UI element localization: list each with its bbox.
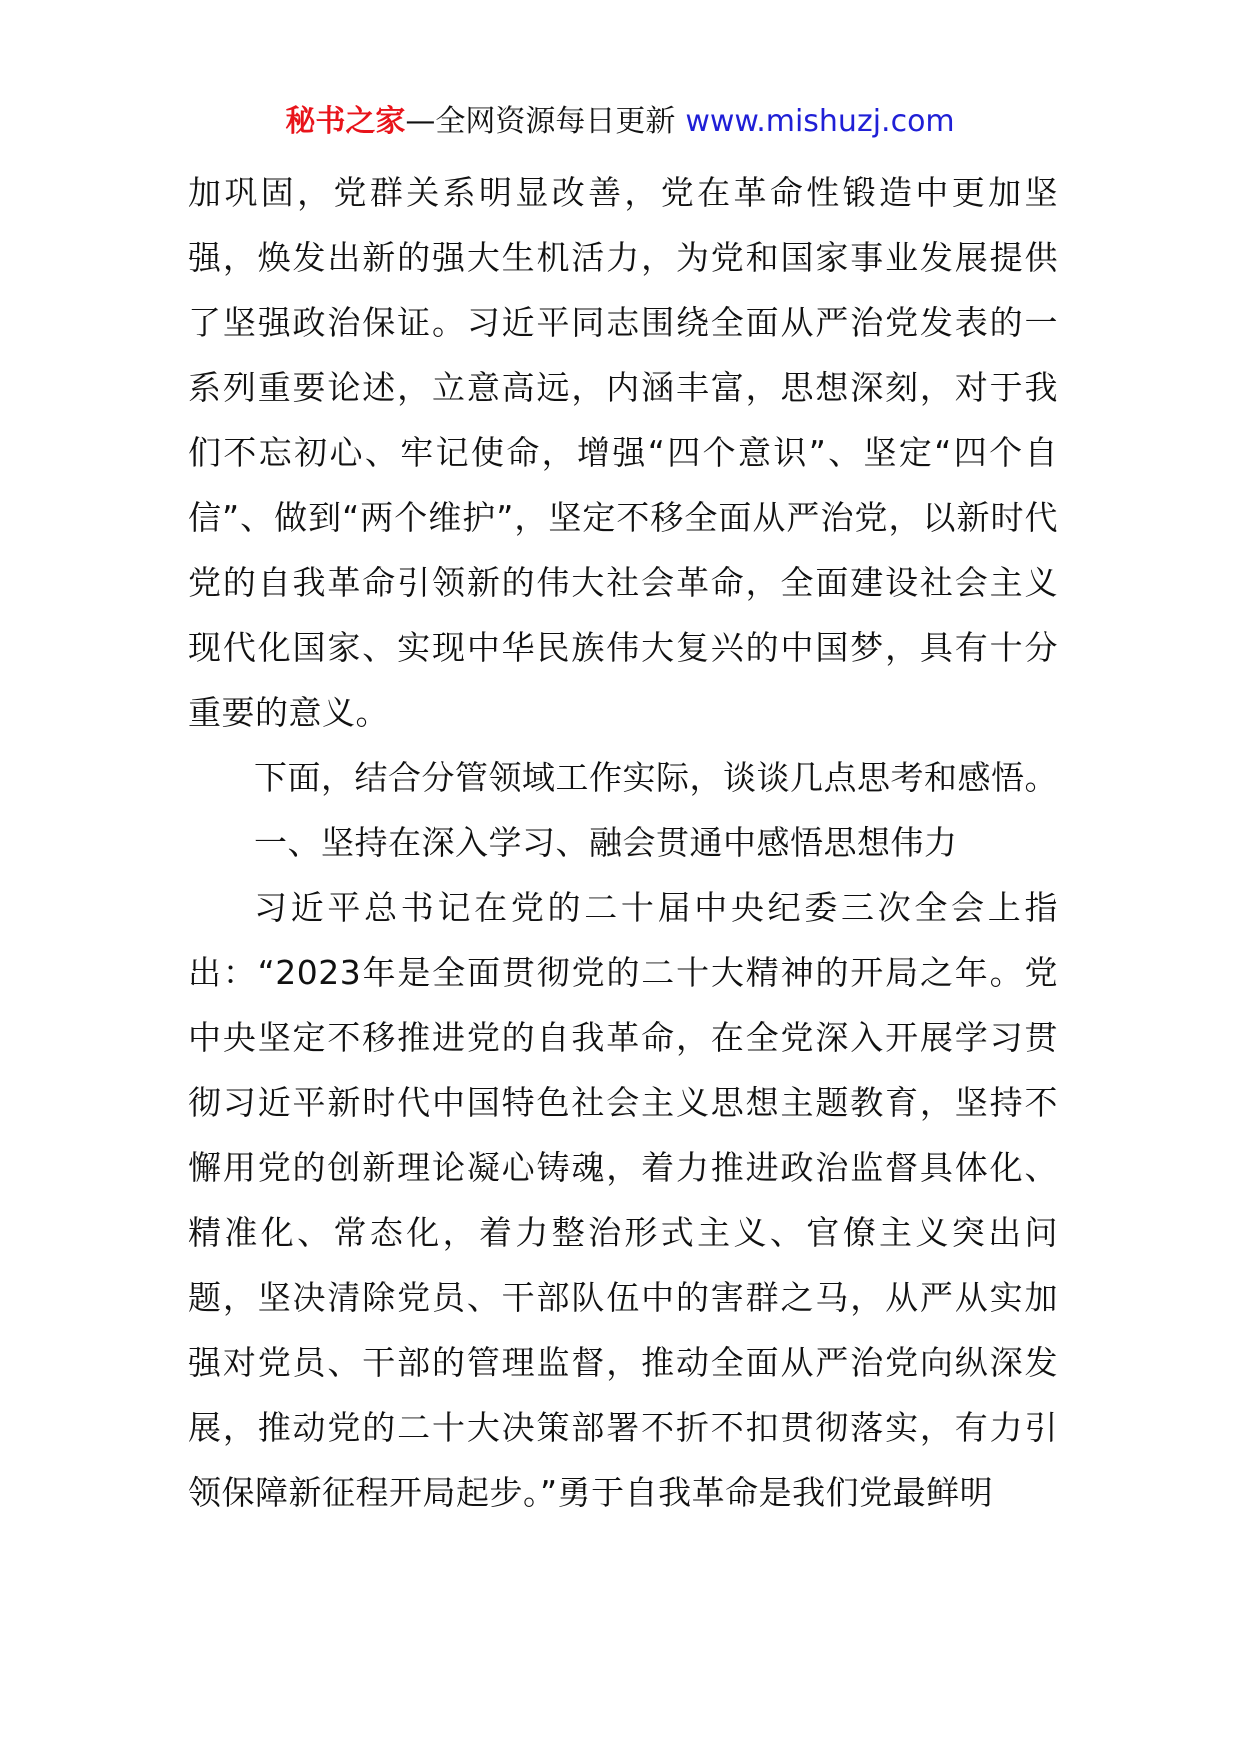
section-heading: 一、坚持在深入学习、融会贯通中感悟思想伟力	[254, 823, 958, 862]
paragraph-continuation: 加巩固，党群关系明显改善，党在革命性锻造中更加坚强，焕发出新的强大生机活力，为党和国家事业发展提供了坚强政治保证。习近平同志围绕全面从严治党发表的一系列重要论述，立意高远，内涵丰富，思想深刻，对于我们不忘初心、牢记使命，增强“四个意识”、坚定“四个自信”、做到“两个维护”，坚定不移全面从严治党，以新时代党的自我革命引领新的伟大社会革命，全面建设社会主义现代化国家、实现中华民族伟大复兴的中国梦，具有十分重要的意义。	[188, 173, 1058, 732]
document-header	[0, 102, 1240, 142]
header-tagline: —全网资源每日更新	[405, 104, 676, 139]
paragraph-intro: 下面，结合分管领域工作实际，谈谈几点思考和感悟。	[254, 758, 1058, 797]
document-body	[188, 160, 1058, 1525]
website-link[interactable]: www.mishuzj.com	[685, 104, 955, 139]
brand-name: 秘书之家	[285, 104, 406, 139]
paragraph-body: 习近平总书记在党的二十届中央纪委三次全会上指出：“2023年是全面贯彻党的二十大精神的开局之年。党中央坚定不移推进党的自我革命，在全党深入开展学习贯彻习近平新时代中国特色社会主义思想主题教育，坚持不懈用党的创新理论凝心铸魂，着力推进政治监督具体化、精准化、常态化，着力整治形式主义、官僚主义突出问题，坚决清除党员、干部队伍中的害群之马，从严从实加强对党员、干部的管理监督，推动全面从严治党向纵深发展，推动党的二十大决策部署不折不扣贯彻落实，有力引领保障新征程开局起步。”勇于自我革命是我们党最鲜明	[188, 888, 1058, 1512]
